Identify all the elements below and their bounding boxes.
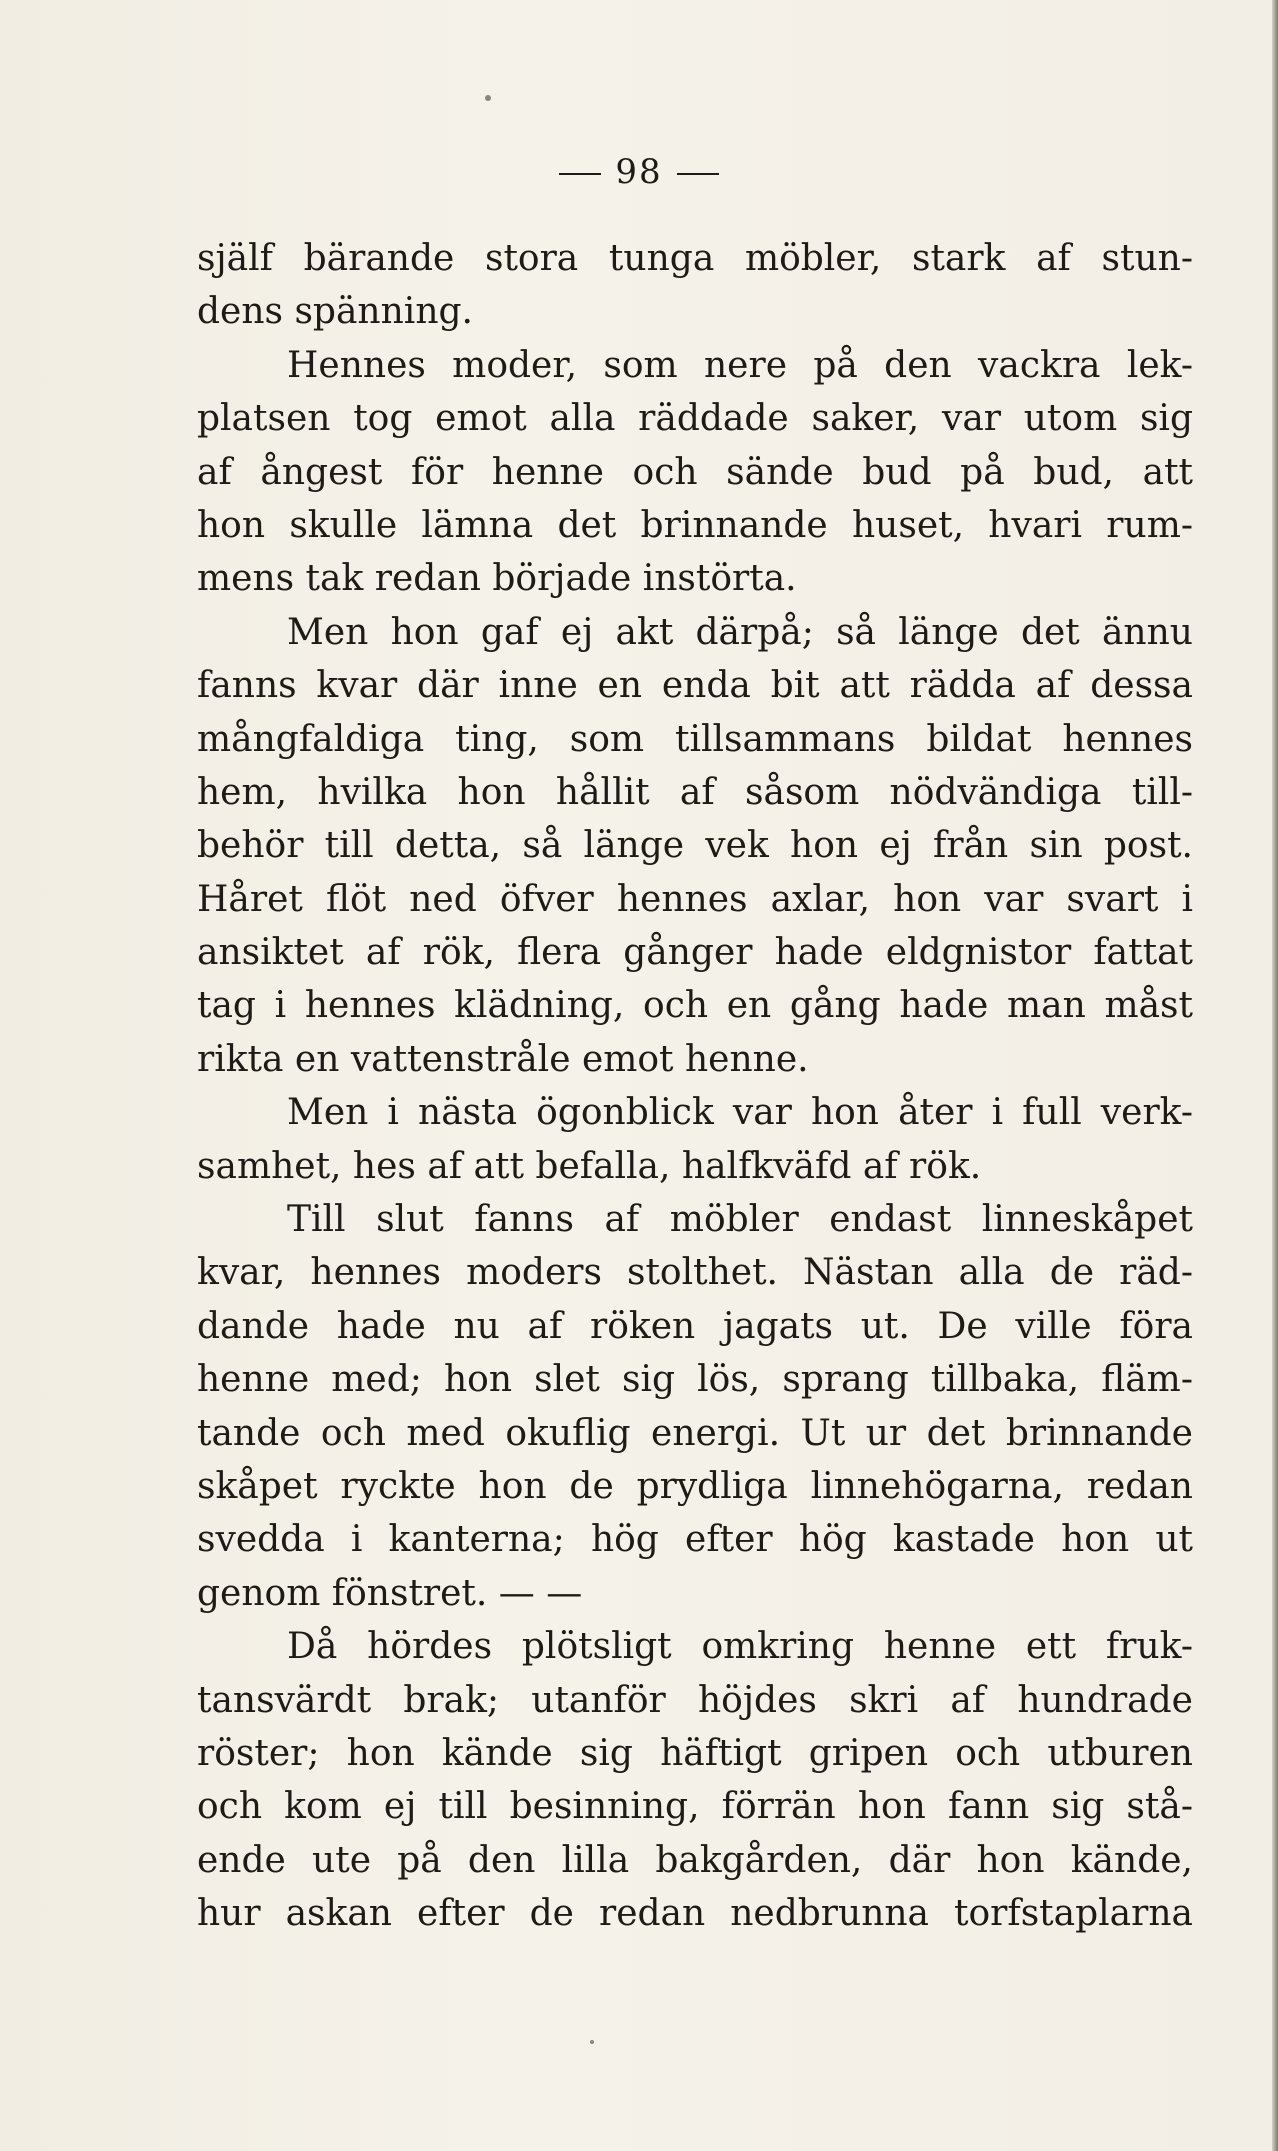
- paper-speck: [485, 95, 491, 101]
- text-line: mångfaldiga ting, som tillsammans bildat hennes: [197, 718, 1193, 760]
- text-line: fanns kvar där inne en enda bit att rädda af dessa: [197, 665, 1193, 707]
- text-line: platsen tog emot alla räddade saker, var utom sig: [197, 398, 1193, 440]
- text-line: hon skulle lämna det brinnande huset, hvari rum-: [197, 504, 1193, 546]
- text-line: ende ute på den lilla bakgården, där hon kände,: [197, 1839, 1193, 1881]
- text-line: dens spänning.: [197, 291, 473, 333]
- page-number-header: [0, 152, 1278, 192]
- text-line: af ångest för henne och sände bud på bud, att: [197, 451, 1193, 493]
- text-line: och kom ej till besinning, förrän hon fann sig stå-: [197, 1786, 1193, 1828]
- text-line: ansiktet af rök, flera gånger hade eldgnistor fattat: [197, 932, 1193, 974]
- text-line: behör till detta, så länge vek hon ej från sin post.: [197, 825, 1193, 867]
- text-line: skåpet ryckte hon de prydliga linnehögarna, redan: [197, 1465, 1193, 1507]
- text-line: kvar, hennes moders stolthet. Nästan alla de räd-: [197, 1252, 1193, 1294]
- body-text: [197, 232, 1193, 1941]
- page-number: 98: [615, 152, 663, 192]
- header-dash-left: [559, 173, 601, 175]
- header-dash-right: [677, 173, 719, 175]
- text-line: tansvärdt brak; utanför höjdes skri af hundrade: [197, 1679, 1193, 1721]
- text-line: hur askan efter de redan nedbrunna torfstaplarna: [197, 1893, 1193, 1935]
- text-line: tande och med okuflig energi. Ut ur det brinnande: [197, 1412, 1193, 1454]
- text-line: mens tak redan började instörta.: [197, 558, 797, 600]
- text-line: Hennes moder, som nere på den vackra lek-: [287, 344, 1193, 386]
- text-line: Då hördes plötsligt omkring henne ett fruk-: [287, 1626, 1193, 1668]
- text-line: genom fönstret. — —: [197, 1572, 583, 1614]
- text-line: samhet, hes af att befalla, halfkväfd af rök.: [197, 1145, 982, 1187]
- text-line: henne med; hon slet sig lös, sprang tillbaka, fläm-: [197, 1359, 1193, 1401]
- text-line: Men hon gaf ej akt därpå; så länge det ännu: [287, 611, 1193, 653]
- page-edge-shadow: [1272, 0, 1278, 2151]
- text-line: Håret flöt ned öfver hennes axlar, hon var svart i: [197, 878, 1193, 920]
- text-line: Men i nästa ögonblick var hon åter i full verk-: [287, 1092, 1193, 1134]
- text-line: röster; hon kände sig häftigt gripen och utburen: [197, 1732, 1193, 1774]
- text-line: Till slut fanns af möbler endast linneskåpet: [287, 1199, 1193, 1241]
- text-line: själf bärande stora tunga möbler, stark af stun-: [197, 238, 1193, 279]
- paper-speck: [590, 2040, 594, 2044]
- text-line: rikta en vattenstråle emot henne.: [197, 1038, 809, 1080]
- text-line: dande hade nu af röken jagats ut. De ville föra: [197, 1305, 1193, 1347]
- text-line: tag i hennes klädning, och en gång hade man måst: [197, 985, 1193, 1027]
- text-line: svedda i kanterna; hög efter hög kastade hon ut: [197, 1519, 1193, 1561]
- text-line: hem, hvilka hon hållit af såsom nödvändiga till-: [197, 771, 1193, 813]
